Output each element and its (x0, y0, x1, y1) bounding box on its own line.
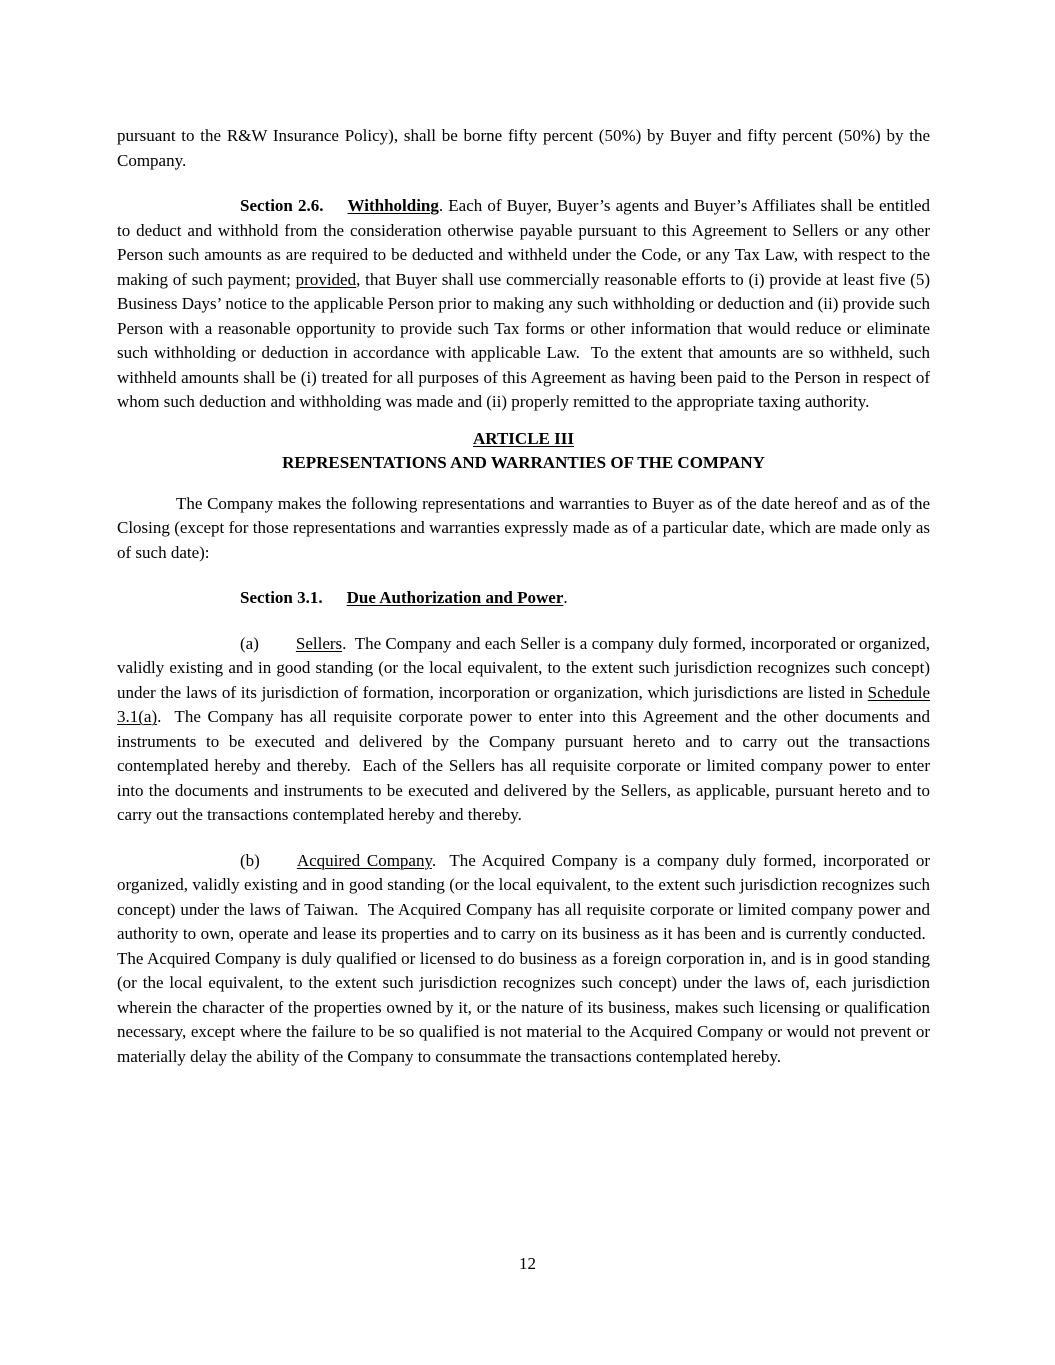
paragraph-3-1-a (117, 632, 930, 828)
article-number: ARTICLE III (473, 428, 574, 448)
section-3-1-label: Section 3.1. (240, 588, 323, 607)
item-a-text-rest: . The Company has all requisite corporate power to enter into this Agreement and the other documents and instruments to be executed and delivered by the Company pursuant hereto and to carry out the transactions contemplated hereby and thereby. Each of the Sellers has all requisite corporate or limited company power to enter into the documents and instruments to be executed and delivered by the Sellers, as applicable, pursuant hereto and to carry out the transactions contemplated hereby and thereby. (117, 707, 930, 824)
provided-emphasis: provided (295, 269, 357, 289)
article-title-line: REPRESENTATIONS AND WARRANTIES OF THE COMPANY (282, 453, 765, 472)
section-2-6-text-rest: , that Buyer shall use commercially reasonable efforts to (i) provide at least five (5) Business Days’ notice to the applicable Person prior to making any such withholding or deduction and (ii) provide such Person with a reasonable opportunity to provide such Tax forms or other information that would reduce or eliminate such withholding or deduction in accordance with applicable Law. To the extent that amounts are so withheld, such withheld amounts shall be (i) treated for all purposes of this Agreement as having been paid to the Person in respect of whom such deduction and withholding was made and (ii) properly remitted to the appropriate taxing authority. (117, 269, 930, 411)
paragraph-continuation: pursuant to the R&W Insurance Policy), shall be borne fifty percent (50%) by Buyer and fifty percent (50%) by the Company. (117, 126, 930, 170)
page-number: 12 (519, 1254, 536, 1273)
schedule-reference: Schedule 3.1(a) (117, 682, 930, 726)
article-number-line (117, 427, 930, 452)
item-b-marker: (b) (240, 850, 260, 870)
section-2-6-title: Withholding (347, 196, 439, 215)
document-content (117, 124, 930, 1090)
paragraph-article-intro: The Company makes the following representations and warranties to Buyer as of the date hereof and as of the Closing (except for those representations and warranties expressly made as of a particular date, which are made only as of such date): (117, 493, 930, 562)
section-3-1-title: Due Authorization and Power (346, 588, 564, 607)
section-3-1-period: . (563, 588, 568, 607)
item-b-text: . The Acquired Company is a company duly formed, incorporated or organized, validly existing and in good standing (or the local equivalent, to the extent such jurisdiction recognizes such concept) under the laws of Taiwan. The Acquired Company has all requisite corporate or limited company power and authority to own, operate and lease its properties and to carry on its business as it has been and is currently conducted. The Acquired Company is duly qualified or licensed to do business as a foreign corporation in, and is in good standing (or the local equivalent, to the extent such jurisdiction recognizes such concept) under the laws of, each jurisdiction wherein the character of the properties owned by it, or the nature of its business, makes such licensing or qualification necessary, except where the failure to be so qualified is not material to the Acquired Company or would not prevent or materially delay the ability of the Company to consummate the transactions contemplated hereby. (117, 850, 930, 1066)
item-a-text: . The Company and each Seller is a company duly formed, incorporated or organized, validly existing and in good standing (or the local equivalent, to the extent such jurisdiction recognizes such concept) under the laws of its jurisdiction of formation, incorporation or organization, which jurisdictions are listed in (117, 633, 930, 702)
article-heading-block (117, 427, 930, 476)
sellers-heading: Sellers (295, 633, 343, 653)
paragraph-3-1-b (117, 849, 930, 1070)
section-3-1-heading (117, 586, 930, 611)
acquired-company-heading: Acquired Company (296, 850, 432, 870)
section-2-6-label: Section 2.6. (240, 196, 324, 215)
section-2-6-text: . Each of Buyer, Buyer’s agents and Buyer’s Affiliates shall be entitled to deduct and withhold from the consideration otherwise payable pursuant to this Agreement to Sellers or any other Person such amounts as are required to be deducted and withheld under the Code, or any Tax Law, with respect to the making of such payment; (117, 196, 930, 289)
item-a-marker: (a) (240, 633, 259, 653)
paragraph-section-2-6 (117, 194, 930, 415)
